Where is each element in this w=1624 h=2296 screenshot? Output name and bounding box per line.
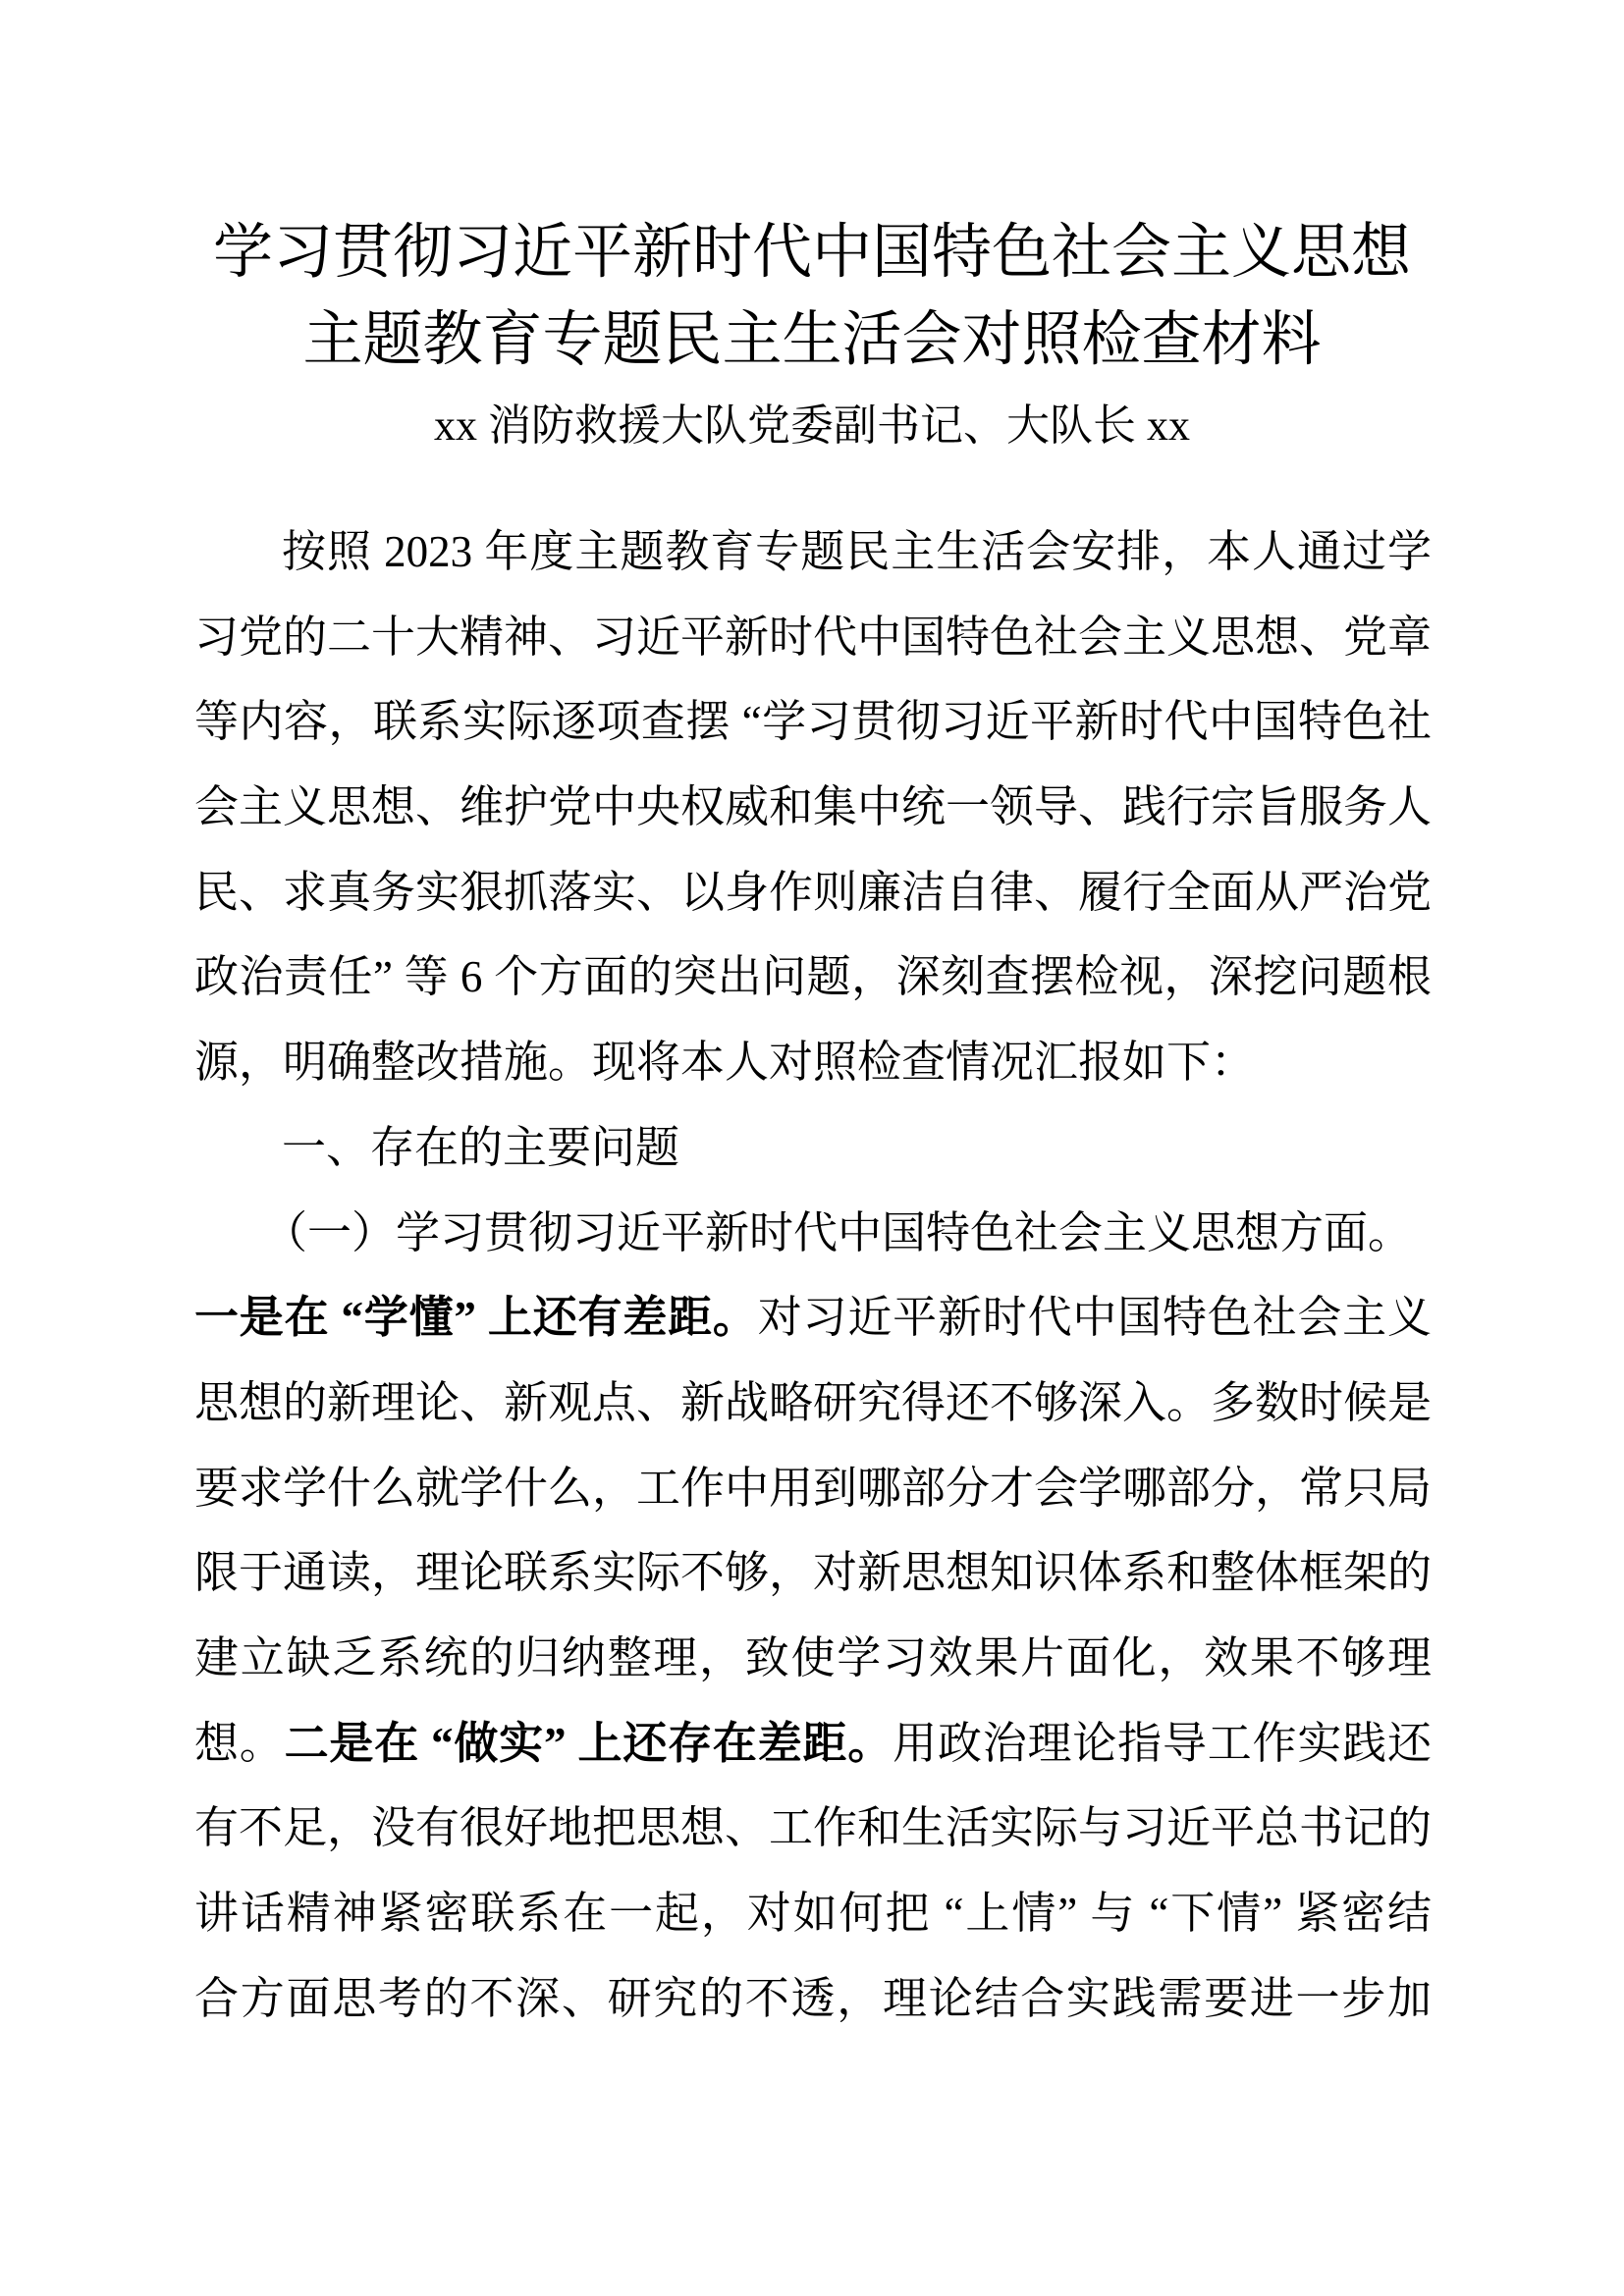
point-two-first-line [194,1701,1432,1787]
document-body [194,509,1432,2041]
point-one-text: 对习近平新时代中国特色社会主义 [757,1293,1432,1343]
intro-line: 民、求真务实狠抓落实、以身作则廉洁自律、履行全面从严治党 [194,867,1433,917]
intro-line: 政治责任” 等 6 个方面的突出问题，深刻查摆检视，深挖问题根 [194,952,1432,1002]
point-one-line: 限于通读，理论联系实际不够，对新思想知识体系和整体框架的 [194,1548,1433,1598]
author-byline: xx 消防救援大队党委副书记、大队长 xx [434,401,1190,450]
intro-line: 习党的二十大精神、习近平新时代中国特色社会主义思想、党章 [194,612,1433,662]
point-two-line: 合方面思考的不深、研究的不透，理论结合实践需要进一步加 [194,1973,1432,2023]
point-two-lead: 二是在 “做实” 上还存在差距。 [284,1718,893,1768]
point-one-first-line [194,1275,1432,1361]
point-two-line: 讲话精神紧密联系在一起，对如何把 “上情” 与 “下情” 紧密结 [194,1889,1432,1938]
document-title-line-2: 主题教育专题民主生活会对照检查材料 [302,304,1322,374]
point-two-text: 用政治理论指导工作实践还 [893,1718,1432,1768]
section-heading: 一、存在的主要问题 [282,1122,680,1172]
point-one-ending: 想。 [194,1718,285,1768]
point-one-line: 建立缺乏系统的归纳整理，致使学习效果片面化，效果不够理 [194,1632,1432,1682]
point-one-line: 要求学什么就学什么，工作中用到哪部分才会学哪部分，常只局 [194,1463,1433,1513]
intro-line: 源，明确整改措施。现将本人对照检查情况汇报如下： [194,1038,1256,1088]
point-two-line: 有不足，没有很好地把思想、工作和生活实际与习近平总书记的 [194,1803,1433,1853]
intro-line: 按照 2023 年度主题教育专题民主生活会安排，本人通过学 [282,527,1432,576]
point-one-lead: 一是在 “学懂” 上还有差距。 [194,1293,758,1343]
point-one-line: 思想的新理论、新观点、新战略研究得还不够深入。多数时候是 [194,1377,1433,1427]
subsection-heading: （一）学习贯彻习近平新时代中国特色社会主义思想方面。 [263,1207,1413,1257]
intro-line: 会主义思想、维护党中央权威和集中统一领导、践行宗旨服务人 [194,782,1433,832]
document-title-line-1: 学习贯彻习近平新时代中国特色社会主义思想 [212,217,1411,287]
intro-line: 等内容，联系实际逐项查摆 “学习贯彻习近平新时代中国特色社 [194,697,1432,747]
